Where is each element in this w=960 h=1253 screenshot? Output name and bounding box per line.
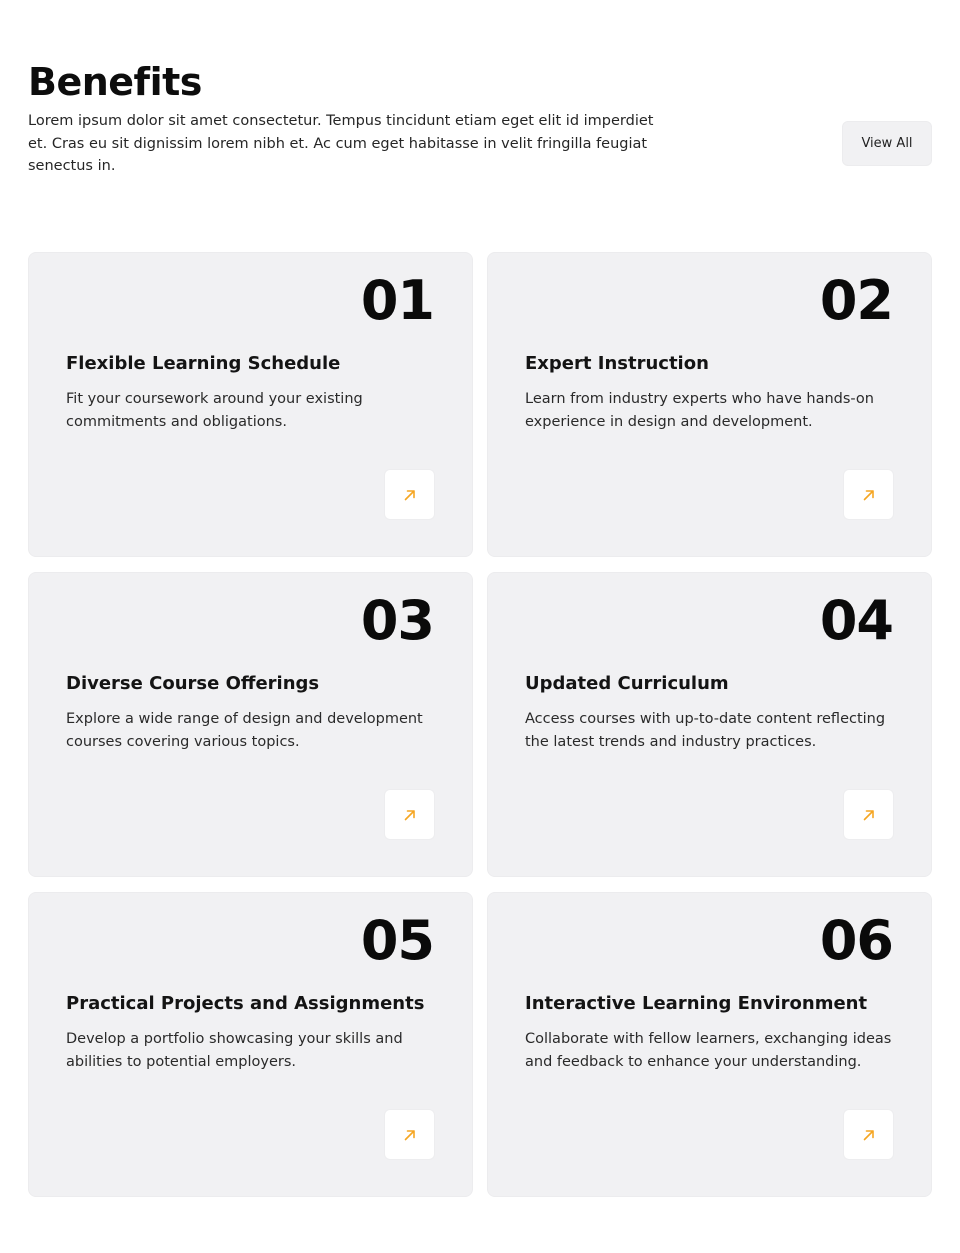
card-number: 04	[819, 589, 893, 652]
card-title: Updated Curriculum	[525, 673, 729, 694]
card-description: Explore a wide range of design and development courses covering various topics.	[66, 711, 423, 750]
card-title: Expert Instruction	[525, 353, 709, 374]
arrow-up-right-icon	[402, 1127, 418, 1143]
card-arrow-button[interactable]	[384, 469, 435, 520]
card-title: Interactive Learning Environment	[525, 993, 868, 1014]
benefit-card	[28, 252, 473, 557]
card-description: Learn from industry experts who have hands-on experience in design and development.	[525, 391, 874, 430]
view-all-button[interactable]: View All	[842, 121, 932, 166]
card-number: 02	[819, 269, 893, 332]
card-number: 03	[360, 589, 434, 652]
benefits-grid	[28, 252, 932, 1197]
card-arrow-button[interactable]	[384, 789, 435, 840]
card-number: 06	[819, 909, 893, 972]
card-description: Develop a portfolio showcasing your skills and abilities to potential employers.	[66, 1031, 403, 1070]
card-arrow-button[interactable]	[843, 789, 894, 840]
card-arrow-button[interactable]	[843, 469, 894, 520]
card-description: Collaborate with fellow learners, exchanging ideas and feedback to enhance your understanding.	[525, 1031, 892, 1070]
page-title: Benefits	[28, 60, 202, 104]
card-number: 05	[360, 909, 434, 972]
arrow-up-right-icon	[402, 487, 418, 503]
arrow-up-right-icon	[861, 487, 877, 503]
benefit-card	[487, 892, 932, 1197]
benefit-card	[28, 892, 473, 1197]
arrow-up-right-icon	[861, 807, 877, 823]
card-description: Access courses with up-to-date content reflecting the latest trends and industry practices.	[525, 711, 886, 750]
card-title: Diverse Course Offerings	[66, 673, 320, 694]
arrow-up-right-icon	[861, 1127, 877, 1143]
card-description: Fit your coursework around your existing commitments and obligations.	[66, 391, 363, 430]
card-title: Flexible Learning Schedule	[66, 353, 341, 374]
card-number: 01	[360, 269, 434, 332]
benefit-card	[28, 572, 473, 877]
benefits-header	[28, 58, 932, 188]
header-description: Lorem ipsum dolor sit amet consectetur. Tempus tincidunt etiam eget elit id imperdiet et. Cras eu sit dignissim lorem nibh et. Ac cum eget habitasse in velit fringilla feugiat senectus in.	[28, 113, 654, 174]
card-title: Practical Projects and Assignments	[66, 993, 425, 1014]
arrow-up-right-icon	[402, 807, 418, 823]
card-arrow-button[interactable]	[843, 1109, 894, 1160]
benefit-card	[487, 572, 932, 877]
benefit-card	[487, 252, 932, 557]
card-arrow-button[interactable]	[384, 1109, 435, 1160]
